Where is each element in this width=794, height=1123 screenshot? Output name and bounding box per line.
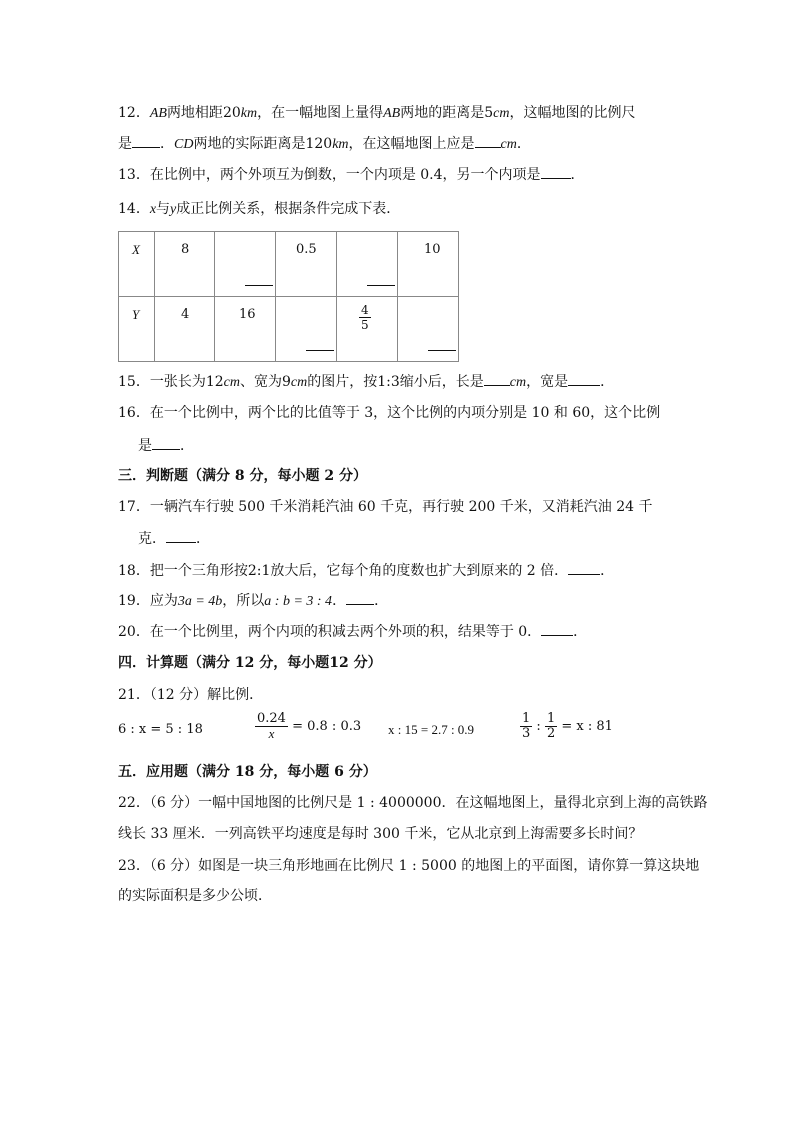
answer-blank[interactable]: [428, 350, 456, 351]
table-row-x: [119, 232, 459, 297]
answer-blank[interactable]: [475, 133, 501, 148]
question-19: 19．应为3a = 4b，所以a : b = 3 : 4． ．: [118, 590, 388, 612]
answer-blank[interactable]: [245, 285, 273, 286]
fraction: $\frac{0.24}{x}$: [257, 711, 286, 741]
answer-blank[interactable]: [166, 528, 196, 543]
question-15: 15．一张长为12cm、宽为9cm的图片，按1:3缩小后，长是 cm，宽是 ．: [118, 371, 614, 393]
table-cell: [337, 232, 398, 297]
table-row-y: [119, 297, 459, 362]
table-cell: Y: [119, 297, 155, 362]
answer-blank[interactable]: [132, 133, 160, 148]
question-12-line-1: 12．AB两地相距20km，在一幅地图上量得AB两地的距离是5cm，这幅地图的比例尺: [118, 105, 636, 121]
answer-blank[interactable]: [541, 621, 573, 636]
fraction: $\frac{1}{3}$: [522, 711, 531, 741]
answer-blank[interactable]: [367, 285, 395, 286]
question-22-line-1: 22．（6 分）一幅中国地图的比例尺是 1 : 4000000．在这幅地图上，量得北京到上海的高铁路: [118, 795, 708, 811]
equation-4: $\frac{1}{3}$ : $\frac{1}{2}$ = x : 81: [522, 711, 613, 741]
question-20: 20．在一个比例里，两个内项的积减去两个外项的积，结果等于 0． ．: [118, 621, 587, 642]
question-21-stem: 21．（12 分）解比例．: [118, 687, 264, 703]
answer-blank[interactable]: [568, 560, 600, 575]
question-17-line-1: 17．一辆汽车行驶 500 千米消耗汽油 60 千克，再行驶 200 千米，又消耗汽油 24 千: [118, 499, 653, 515]
answer-blank[interactable]: [346, 590, 374, 605]
proportion-table: [118, 231, 459, 362]
table-cell: 4: [155, 297, 215, 362]
question-22-line-2: 线长 33 厘米．一列高铁平均速度是每时 300 千米，它从北京到上海需要多长时间？: [118, 826, 643, 842]
table-cell: [215, 232, 276, 297]
table-cell: 8: [155, 232, 215, 297]
section-5-heading: 五．应用题（满分 18 分，每小题 6 分）: [118, 764, 377, 780]
section-4-heading: 四．计算题（满分 12 分，每小题12 分）: [118, 655, 382, 671]
answer-blank[interactable]: [541, 164, 571, 179]
section-3-heading: 三．判断题（满分 8 分，每小题 2 分）: [118, 468, 367, 484]
table-cell: 16: [215, 297, 276, 362]
table-cell: X: [119, 232, 155, 297]
table-cell: [398, 297, 459, 362]
table-cell: [337, 297, 398, 362]
answer-blank[interactable]: [484, 371, 510, 386]
question-16-line-1: 16．在一个比例中，两个比的比值等于 3，这个比例的内项分别是 10 和 60，这个比例: [118, 405, 661, 421]
equation-3: x : 15 = 2.7 : 0.9: [388, 722, 475, 737]
question-13: 13．在比例中，两个外项互为倒数，一个内项是 0.4，另一个内项是 ．: [118, 164, 585, 185]
question-14-stem: 14．x与y成正比例关系，根据条件完成下表．: [118, 201, 401, 217]
answer-blank[interactable]: [568, 371, 600, 386]
question-16-line-2: 是 ．: [138, 435, 194, 456]
question-17-line-2: 克． ．: [138, 528, 210, 549]
table-cell: [276, 297, 337, 362]
equation-2: $\frac{0.24}{x}$ = 0.8 : 0.3: [257, 711, 362, 741]
question-23-line-2: 的实际面积是多少公顷．: [118, 888, 272, 904]
fraction: $\frac{4}{5}$: [361, 303, 369, 332]
answer-blank[interactable]: [152, 435, 180, 450]
fraction: $\frac{1}{2}$: [546, 711, 556, 741]
answer-blank[interactable]: [306, 350, 334, 351]
table-cell: 10: [398, 232, 459, 297]
question-23-line-1: 23．（6 分）如图是一块三角形地画在比例尺 1 : 5000 的地图上的平面图，请你算一算这块地: [118, 858, 700, 874]
table-cell: 0.5: [276, 232, 337, 297]
equation-1: 6 : x = 5 : 18: [118, 722, 203, 737]
question-18: 18．把一个三角形按2:1放大后，它每个角的度数也扩大到原来的 2 倍． ．: [118, 560, 614, 581]
question-12-line-2: 是 ．CD两地的实际距离是120km，在这幅地图上应是 cm．: [118, 133, 531, 155]
